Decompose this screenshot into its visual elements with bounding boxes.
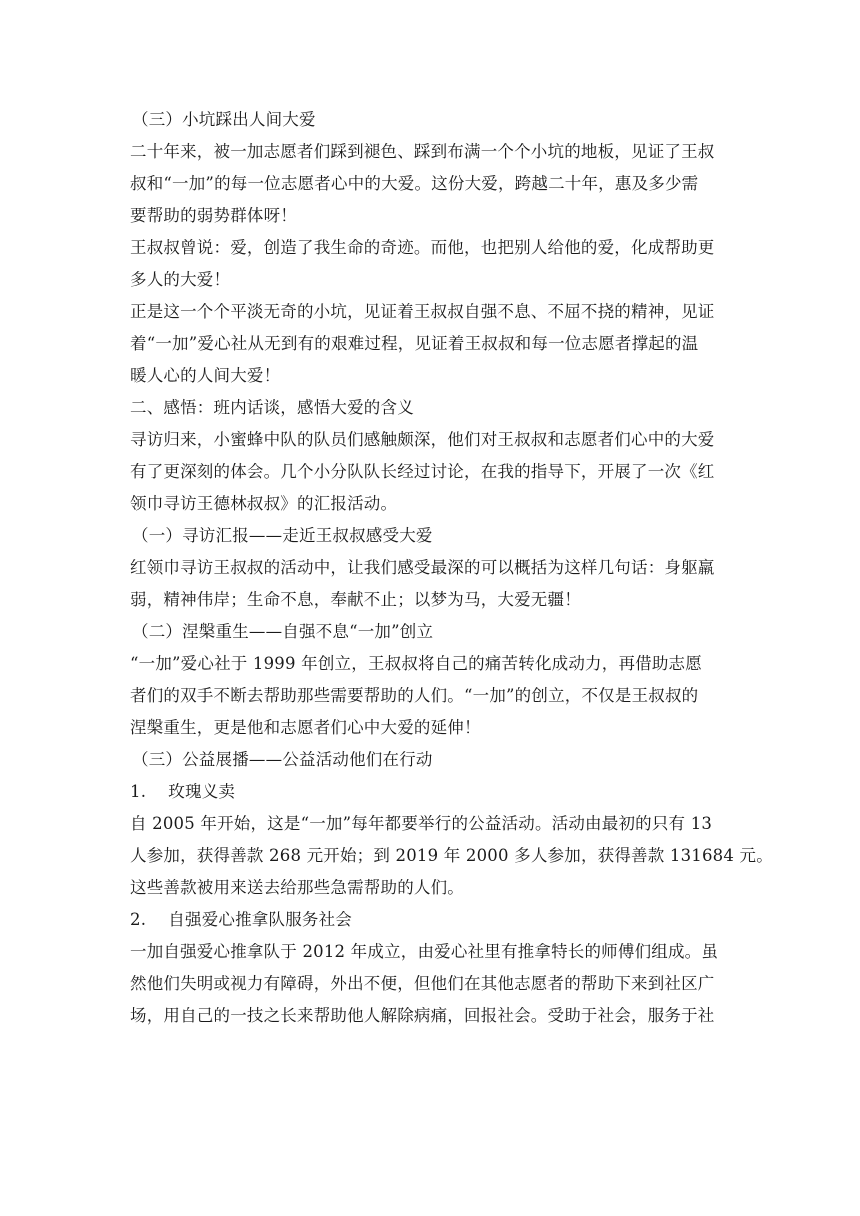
paragraph-line: 寻访归来，小蜜蜂中队的队员们感触颇深，他们对王叔叔和志愿者们心中的大爱 <box>130 430 715 449</box>
paragraph-line: 多人的大爱！ <box>130 270 231 289</box>
paragraph-line: 者们的双手不断去帮助那些需要帮助的人们。“一加”的创立，不仅是王叔叔的 <box>130 686 699 705</box>
paragraph-line: “一加”爱心社于 1999 年创立，王叔叔将自己的痛苦转化成动力，再借助志愿 <box>130 654 702 673</box>
section-heading: （一）寻访汇报——走近王叔叔感受大爱 <box>132 526 433 545</box>
section-heading: （三）公益展播——公益活动他们在行动 <box>132 750 433 769</box>
paragraph-line: 红领巾寻访王叔叔的活动中，让我们感受最深的可以概括为这样几句话：身躯羸 <box>130 558 715 577</box>
paragraph-line: 有了更深刻的体会。几个小分队队长经过讨论，在我的指导下，开展了一次《红 <box>130 462 715 481</box>
paragraph-line: 人参加，获得善款 268 元开始；到 2019 年 2000 多人参加，获得善款 131684 元。 <box>130 846 773 865</box>
paragraph-line: 二十年来，被一加志愿者们踩到褪色、踩到布满一个个小坑的地板，见证了王叔 <box>130 142 715 161</box>
paragraph-line: 自 2005 年开始，这是“一加”每年都要举行的公益活动。活动由最初的只有 13 <box>130 814 713 833</box>
paragraph-line: 叔和“一加”的每一位志愿者心中的大爱。这份大爱，跨越二十年，惠及多少需 <box>130 174 699 193</box>
paragraph-line: 着“一加”爱心社从无到有的艰难过程，见证着王叔叔和每一位志愿者撑起的温 <box>130 334 699 353</box>
paragraph-line: 要帮助的弱势群体呀！ <box>130 206 297 225</box>
paragraph-line: 暖人心的人间大爱！ <box>130 366 281 385</box>
paragraph-line: 然他们失明或视力有障碍，外出不便，但他们在其他志愿者的帮助下来到社区广 <box>130 974 715 993</box>
paragraph-line: 正是这一个个平淡无奇的小坑，见证着王叔叔自强不息、不屈不挠的精神，见证 <box>130 302 715 321</box>
list-item-heading: 1. 玫瑰义卖 <box>130 782 236 801</box>
section-heading: 二、感悟：班内话谈，感悟大爱的含义 <box>130 398 414 417</box>
paragraph-line: 弱，精神伟岸；生命不息，奉献不止；以梦为马，大爱无疆！ <box>130 590 581 609</box>
section-heading: （二）涅槃重生——自强不息“一加”创立 <box>132 622 434 641</box>
document-page <box>130 104 773 1032</box>
paragraph-line: 一加自强爱心推拿队于 2012 年成立，由爱心社里有推拿特长的师傅们组成。虽 <box>130 942 719 961</box>
list-item-heading: 2. 自强爱心推拿队服务社会 <box>130 910 352 929</box>
paragraph-line: 这些善款被用来送去给那些急需帮助的人们。 <box>130 878 464 897</box>
section-heading: （三）小坑踩出人间大爱 <box>132 110 316 129</box>
paragraph-line: 场，用自己的一技之长来帮助他人解除病痛，回报社会。受助于社会，服务于社 <box>130 1006 715 1025</box>
paragraph-line: 王叔叔曾说：爱，创造了我生命的奇迹。而他，也把别人给他的爱，化成帮助更 <box>130 238 715 257</box>
paragraph-line: 领巾寻访王德林叔叔》的汇报活动。 <box>130 494 398 513</box>
paragraph-line: 涅槃重生，更是他和志愿者们心中大爱的延伸！ <box>130 718 481 737</box>
